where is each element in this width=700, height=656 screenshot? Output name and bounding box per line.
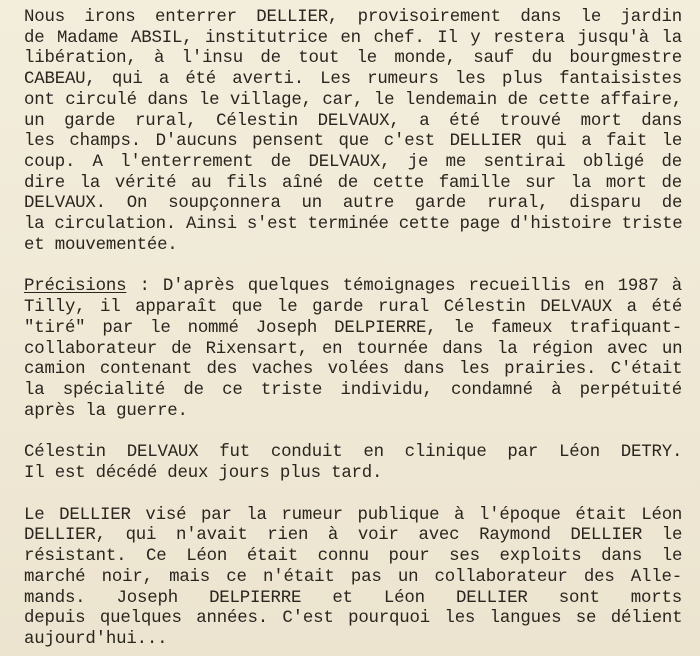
paragraph-clinic: [24, 443, 682, 484]
text-line: de Madame ABSIL, institutrice en chef. Il y restera jusqu'à la: [24, 28, 682, 48]
text-line: coup. A l'enterrement de DELVAUX, je me sentirai obligé de: [24, 152, 682, 172]
text-line: et mouvementée.: [24, 235, 178, 255]
text-line: libération, à l'insu de tout le monde, sauf du bourgmestre: [24, 49, 682, 69]
text-line: DELLIER, qui n'avait rien à voir avec Raymond DELLIER le: [24, 526, 683, 546]
text-line: Le DELLIER visé par la rumeur publique à l'époque était Léon: [24, 505, 683, 525]
text-line: CABEAU, qui a été averti. Les rumeurs les plus fantaisistes: [24, 70, 682, 90]
text-line: Tilly, il apparaît que le garde rural Célestin DELVAUX a été: [24, 298, 683, 318]
text-line: la circulation. Ainsi s'est terminée cette page d'histoire triste: [24, 215, 683, 235]
text-line: la spécialité de ce triste individu, condamné à perpétuité: [24, 380, 682, 400]
text-line: Célestin DELVAUX fut conduit en clinique par Léon DETRY.: [24, 443, 683, 463]
text-line: aujourd'hui...: [24, 629, 168, 649]
text-line: un garde rural, Célestin DELVAUX, a été trouvé mort dans: [24, 111, 683, 131]
text-line: ont circulé dans le village, car, le lendemain de cette affaire,: [24, 90, 683, 110]
text-line: Il est décédé deux jours plus tard.: [24, 464, 383, 484]
text-line: résistant. Ce Léon était connu pour ses exploits dans le: [24, 547, 683, 567]
document-text: [24, 8, 682, 651]
text-line: depuis quelques années. C'est pourquoi les langues se délient: [24, 609, 683, 629]
text-line: camion contenant des vaches volées dans les prairies. C'était: [24, 360, 683, 380]
paragraph-burial: [24, 8, 682, 256]
text-line: les champs. D'aucuns pensent que c'est DELLIER qui a fait le: [24, 132, 683, 152]
text-line: après la guerre.: [24, 401, 188, 421]
paragraph-spacer: [24, 485, 682, 506]
text-line: mands. Joseph DELPIERRE et Léon DELLIER sont morts: [24, 588, 682, 608]
paragraph-spacer: [24, 422, 682, 443]
text-line: "tiré" par le nommé Joseph DELPIERRE, le fameux trafiquant-: [24, 318, 682, 338]
text-line-with-heading: [24, 277, 682, 298]
precisions-heading: Précisions: [24, 277, 127, 297]
text-line: Nous irons enterrer DELLIER, provisoirement dans le jardin: [24, 8, 682, 27]
text-line: dire la vérité au fils aîné de cette famille sur la mort de: [24, 173, 682, 193]
text-line: marché noir, mais ce n'était pas un collaborateur des Alle-: [24, 567, 682, 587]
paragraph-spacer: [24, 256, 682, 277]
text-line: collaborateur de Rixensart, en tournée dans la région avec un: [24, 339, 683, 359]
text-line: DELVAUX. On soupçonnera un autre garde rural, disparu de: [24, 194, 683, 214]
paragraph-precisions: [24, 277, 682, 422]
paragraph-rumour: [24, 506, 682, 651]
text-line-fragment: : D'après quelques témoignages recueillis en 1987 à: [126, 277, 682, 297]
